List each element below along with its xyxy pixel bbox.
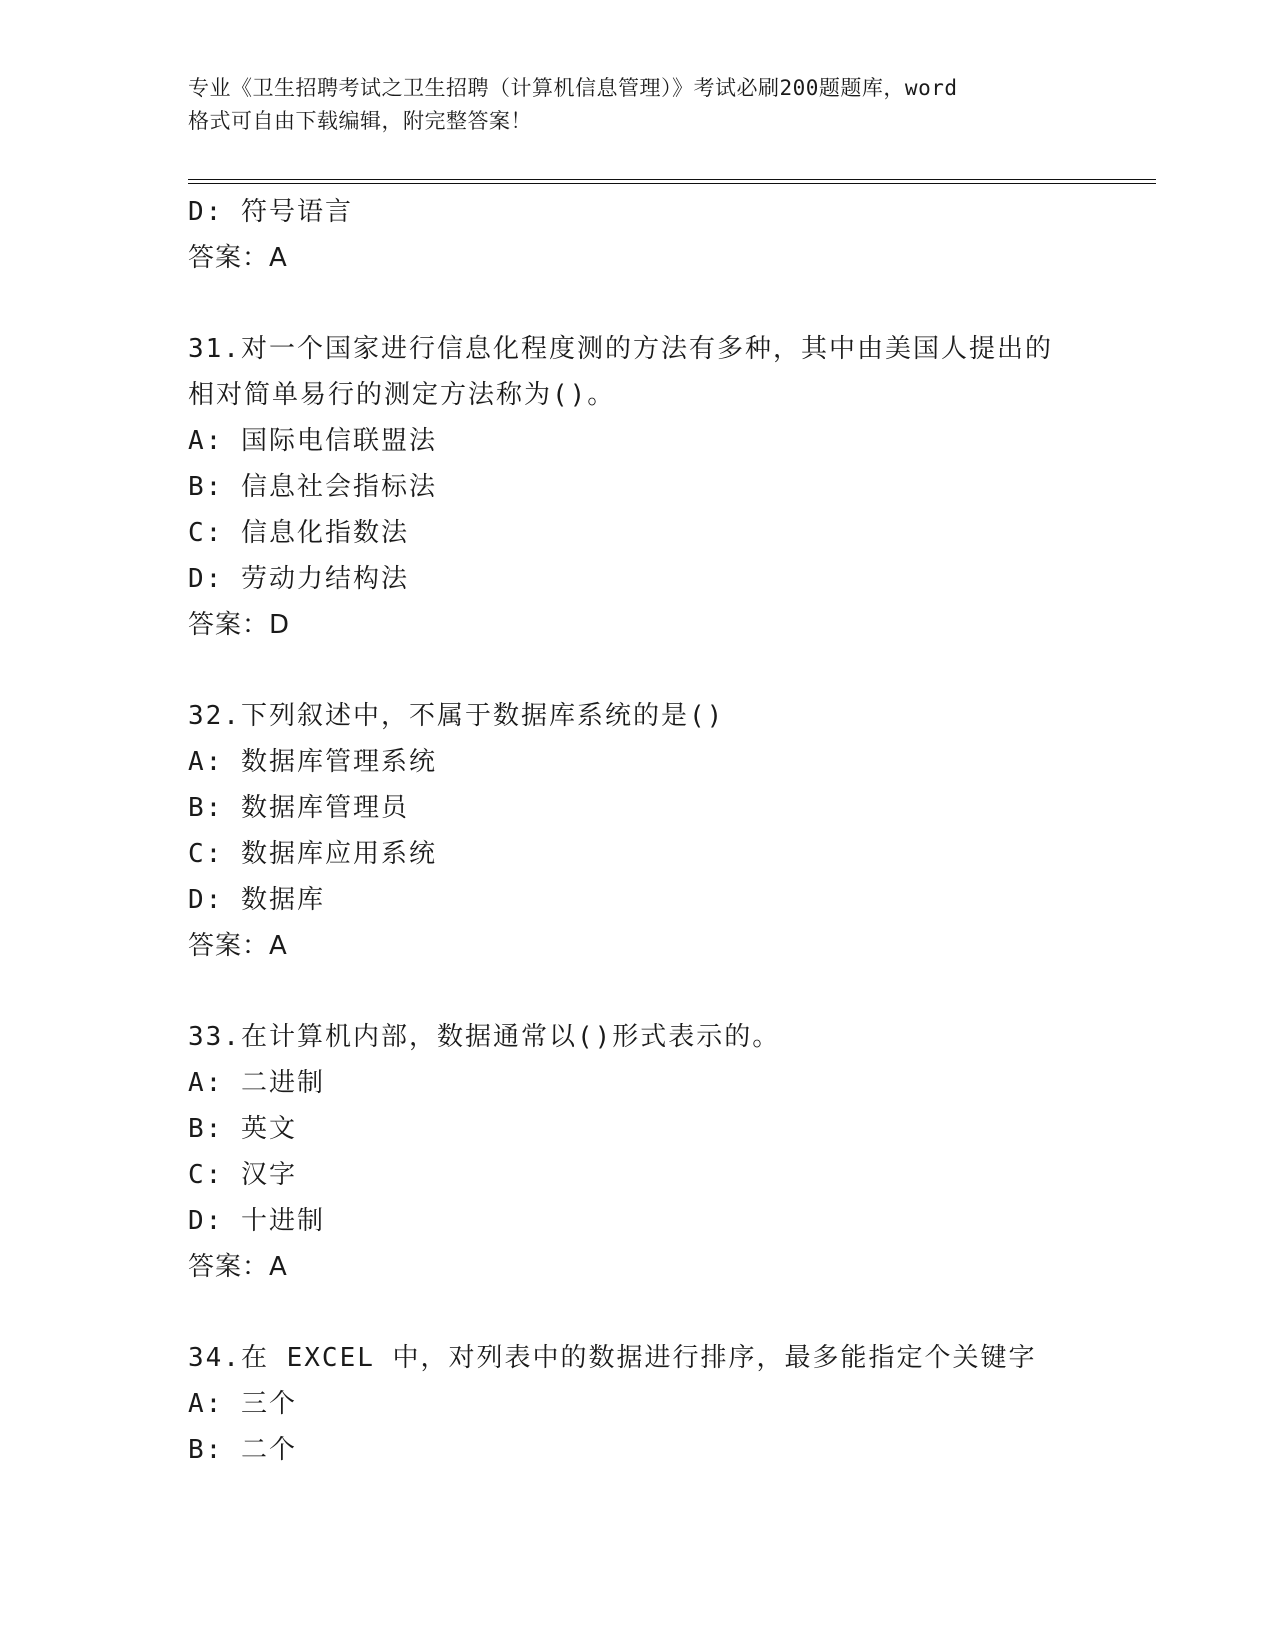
answer: 答案：A [188,931,288,961]
option-b: B: 数据库管理员 [188,793,409,823]
spacer [188,969,1148,1014]
option-a: A: 国际电信联盟法 [188,426,437,456]
question-stem: 31.对一个国家进行信息化程度测的方法有多种，其中由美国人提出的 [188,334,1053,364]
option-d: D: 劳动力结构法 [188,564,409,594]
header-line-1: 专业《卫生招聘考试之卫生招聘（计算机信息管理）》考试必刷200题题库，word [188,76,958,100]
header-line-2: 格式可自由下载编辑，附完整答案！ [188,109,532,133]
question-31 [188,326,1148,648]
option-b: B: 信息社会指标法 [188,472,437,502]
option-c: C: 信息化指数法 [188,518,409,548]
prev-option-d: D: 符号语言 [188,197,353,227]
question-stem: 33.在计算机内部，数据通常以()形式表示的。 [188,1022,781,1052]
spacer [188,1290,1148,1335]
question-33 [188,1014,1148,1290]
answer: 答案：A [188,1252,288,1282]
option-c: C: 数据库应用系统 [188,839,437,869]
option-a: A: 三个 [188,1389,297,1419]
option-d: D: 十进制 [188,1206,325,1236]
option-b: B: 英文 [188,1114,297,1144]
question-stem: 34.在 EXCEL 中，对列表中的数据进行排序，最多能指定个关键字 [188,1343,1037,1373]
question-32 [188,693,1148,969]
spacer [188,648,1148,693]
question-list [188,189,1148,1473]
question-34 [188,1335,1148,1473]
prev-answer: 答案：A [188,243,288,273]
option-d: D: 数据库 [188,885,325,915]
document-header [188,72,1108,138]
header-divider-bottom [188,183,1156,184]
question-stem-continued: 相对简单易行的测定方法称为()。 [188,380,616,410]
option-a: A: 数据库管理系统 [188,747,437,777]
spacer [188,281,1148,326]
header-divider-top [188,179,1156,180]
answer: 答案：D [188,610,291,640]
option-c: C: 汉字 [188,1160,297,1190]
option-a: A: 二进制 [188,1068,325,1098]
question-stem: 32.下列叙述中，不属于数据库系统的是() [188,701,725,731]
option-b: B: 二个 [188,1435,297,1465]
